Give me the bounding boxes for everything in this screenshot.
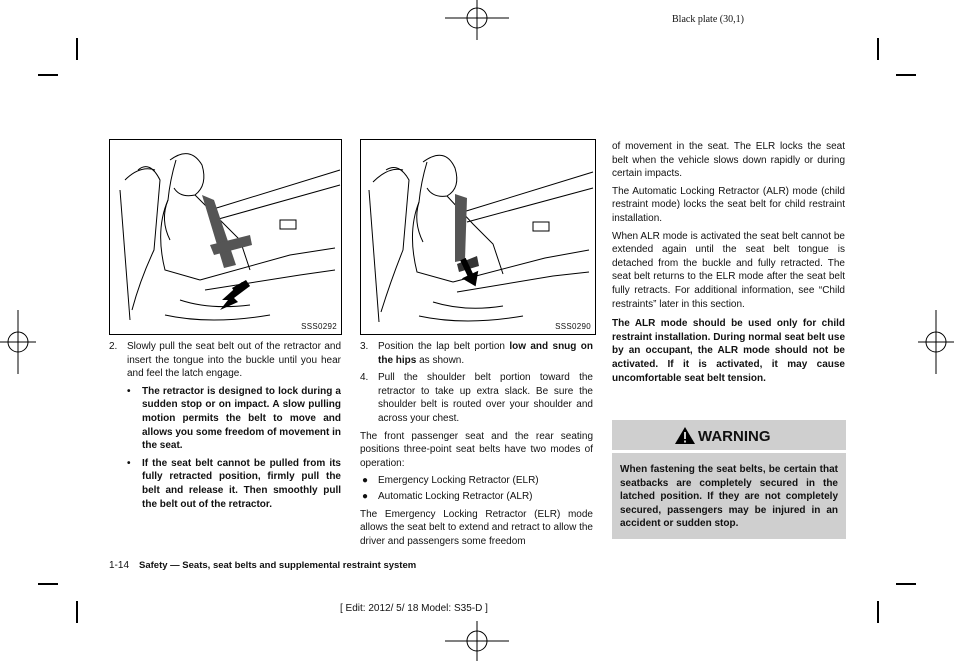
column-3 (612, 140, 845, 389)
crop-mark (896, 583, 916, 585)
bullet-text: Emergency Locking Retractor (ELR) (378, 475, 539, 487)
warning-box (612, 420, 846, 539)
page-footer (109, 560, 416, 571)
paragraph-elr-cont: of movement in the seat. The ELR locks the seat belt when the vehicle slows down rapidly or during certain impacts. (612, 141, 845, 180)
step-number: 2. (109, 341, 118, 352)
crop-mark (877, 38, 879, 60)
step-text-bold: low and snug on the hips (378, 341, 593, 366)
column-2 (360, 340, 593, 552)
figure-code: SSS0292 (301, 322, 337, 331)
warning-triangle-icon (674, 426, 696, 445)
page-number: 1-14 (109, 560, 130, 571)
registration-mark-right (918, 310, 954, 374)
step-text: Slowly pull the seat belt out of the retractor and insert the tongue into the buckle until you hear and feel the latch engage. (127, 341, 341, 380)
step-4 (360, 371, 593, 425)
bullet-text: The retractor is designed to lock during a sudden stop or on impact. A slow pulling motion permits the belt to move and allows you some freedom of movement in the seat. (142, 385, 341, 452)
mode-elr (360, 474, 593, 488)
crop-mark (76, 38, 78, 60)
warning-text: When fastening the seat belts, be certain that seatbacks are completely secured in the latched position. If they are not completely secured, passengers may be injured in an accident or sudden stop. (612, 453, 846, 539)
step-3 (360, 340, 593, 367)
registration-mark-top (445, 0, 509, 40)
section-title: Safety — Seats, seat belts and supplemental restraint system (139, 560, 417, 571)
paragraph-modes: The front passenger seat and the rear seating positions three-point seat belts have two modes of operation: (360, 430, 593, 469)
crop-mark (896, 74, 916, 76)
crop-mark (76, 601, 78, 623)
mode-alr (360, 490, 593, 504)
bullet-dot: • (127, 457, 131, 469)
bullet-text: Automatic Locking Retractor (ALR) (378, 490, 533, 502)
figure-lap-belt-position (360, 139, 596, 335)
step-text-end: as shown. (416, 354, 465, 366)
registration-mark-left (0, 310, 36, 374)
bullet-text: If the seat belt cannot be pulled from its fully retracted position, firmly pull the belt and release it. Then smoothly pull the belt out of the retractor. (142, 457, 341, 510)
lap-belt-illustration (361, 140, 595, 334)
step-text: Position the lap belt portion (378, 341, 510, 352)
plate-label: Black plate (30,1) (672, 14, 744, 25)
step-text: Pull the shoulder belt portion toward the retractor to take up extra slack. Be sure the shoulder belt is routed over your shoulder and across your chest. (378, 372, 593, 424)
warning-title: WARNING (698, 428, 771, 445)
step-number: 4. (360, 372, 369, 384)
crop-mark (38, 583, 58, 585)
bullet-dot: ● (362, 475, 369, 487)
bullet-dot: ● (362, 490, 369, 502)
seatbelt-pull-illustration (110, 140, 341, 334)
bullet-pull-release (127, 457, 341, 511)
crop-mark (38, 74, 58, 76)
paragraph-alr: The Automatic Locking Retractor (ALR) mode (child restraint mode) locks the seat belt for child restraint installation. (612, 185, 845, 224)
bullet-dot: • (127, 385, 131, 397)
edit-info: [ Edit: 2012/ 5/ 18 Model: S35-D ] (340, 603, 488, 614)
registration-mark-bottom (445, 621, 509, 661)
step-2 (109, 340, 341, 381)
paragraph-elr: The Emergency Locking Retractor (ELR) mode allows the seat belt to extend and retract to allow the driver and passengers some freedom (360, 508, 593, 547)
figure-code: SSS0290 (555, 322, 591, 331)
step-number: 3. (360, 341, 369, 352)
bullet-retractor-lock (127, 385, 341, 453)
column-1 (109, 340, 341, 515)
paragraph-alr-caution: The ALR mode should be used only for child restraint installation. During normal seat belt use by an occupant, the ALR mode should not be activated. If it is activated, it may cause uncomfortable seat belt tension. (612, 318, 845, 384)
warning-header (612, 420, 846, 450)
paragraph-alr-activated: When ALR mode is activated the seat belt cannot be extended again until the seat belt tongue is detached from the buckle and fully retracted. The seat belt returns to the ELR mode after the seat belt fully retracts. For additional information, see “Child restraints” later in this section. (612, 230, 845, 310)
crop-mark (877, 601, 879, 623)
figure-seatbelt-pull (109, 139, 342, 335)
